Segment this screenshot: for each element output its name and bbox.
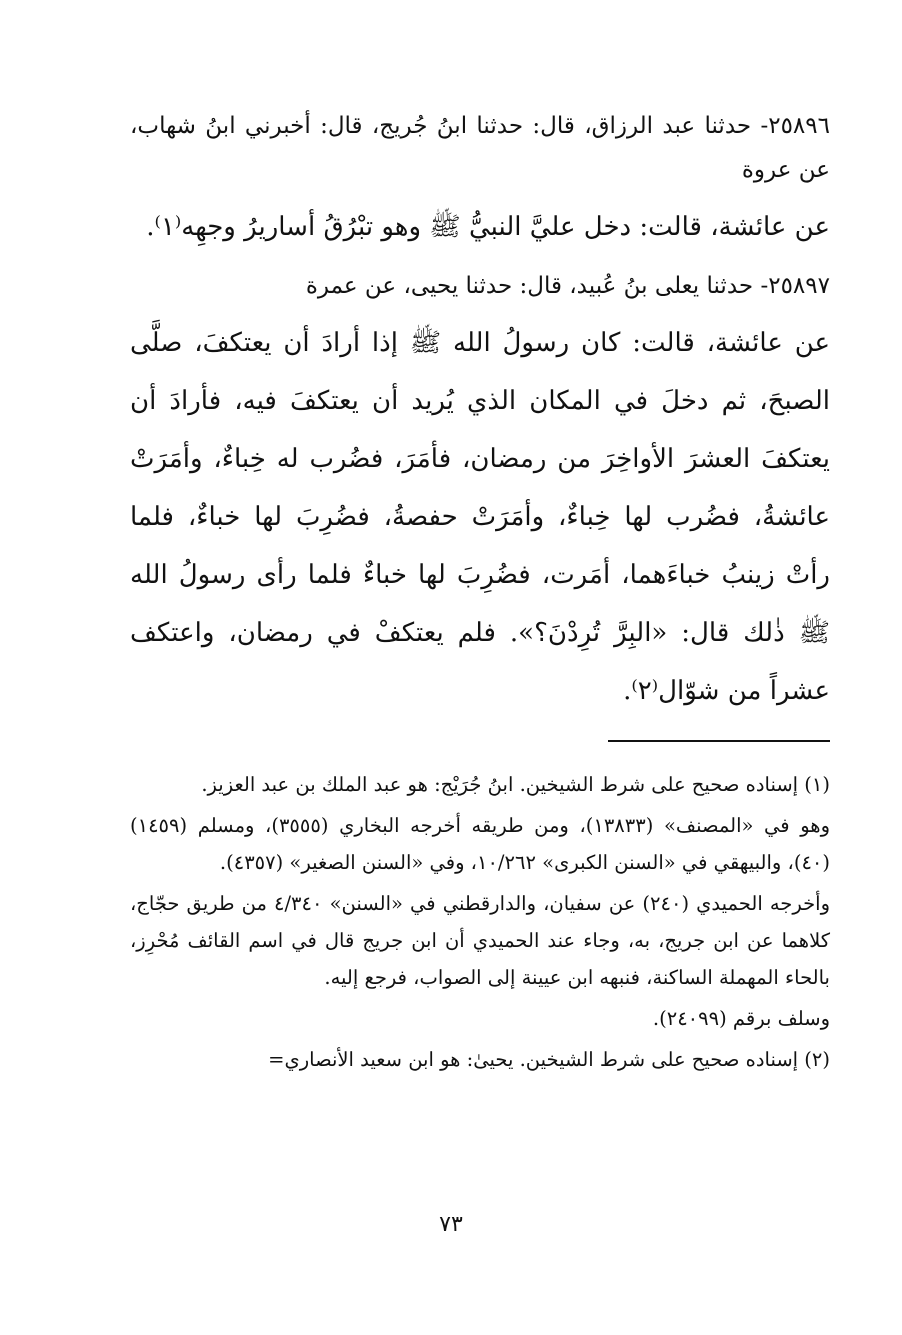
footnote-1-cross-ref: وسلف برقم (٢٤٠٩٩). — [652, 1007, 830, 1030]
footnote-2-line: (٢) إسناده صحيح على شرط الشيخين. يحيىٰ: هو ابن سعيد الأنصاري= — [268, 1048, 830, 1071]
footnote-1-takhrij: وأخرجه الحميدي (٢٤٠) عن سفيان، والدارقطني في «السنن» ٤/٣٤٠ من طريق حجّاج، كلاهما عن ابن جريج، به، وجاء عند الحميدي أن ابن جريج قال في اسم القائف مُحْرِز، بالحاء المهملة الساكنة، فنبهه ابن عيينة إلى الصواب، فرجع إليه. — [130, 892, 830, 989]
footnotes — [130, 766, 830, 1082]
hadith-25897-sanad: ٢٥٨٩٧- حدثنا يعلى بنُ عُبيد، قال: حدثنا يحيى، عن عمرة — [305, 273, 830, 299]
footnote-separator — [608, 740, 830, 742]
hadith-25896-matn: عن عائشة، قالت: دخل عليَّ النبيُّ ﷺ وهو تبْرُقُ أساريرُ وجهِه⁽١⁾. — [146, 212, 830, 242]
hadith-25896-sanad: ٢٥٨٩٦- حدثنا عبد الرزاق، قال: حدثنا ابنُ جُريج، قال: أخبرني ابنُ شهاب، عن عروة — [130, 113, 830, 183]
footnote-1-line: (١) إسناده صحيح على شرط الشيخين. ابنُ جُرَيْج: هو عبد الملك بن عبد العزيز. — [201, 773, 830, 796]
page-body — [130, 104, 830, 1071]
hadith-25897-matn: عن عائشة، قالت: كان رسولُ الله ﷺ إذا أرادَ أن يعتكفَ، صلَّى الصبحَ، ثم دخلَ في المكان الذي يُريد أن يعتكفَ فيه، فأرادَ أن يعتكفَ العشرَ الأواخِرَ من رمضان، فأمَرَ، فضُرب له خِباءٌ، وأمَرَتْ عائشةُ، فضُرب لها خِباءٌ، وأمَرَتْ حفصةُ، فضُرِبَ لها خباءٌ، فلما رأتْ زينبُ خباءَهما، أمَرت، فضُرِبَ لها خباءٌ فلما رأى رسولُ الله ﷺ ذٰلك قال: «البِرَّ تُرِدْنَ؟». فلم يعتكفْ في رمضان، واعتكف عشراً من شوّال⁽٢⁾. — [130, 328, 830, 706]
footnote-1-sources: وهو في «المصنف» (١٣٨٣٣)، ومن طريقه أخرجه البخاري (٣٥٥٥)، ومسلم (١٤٥٩) (٤٠)، والبيهقي في «السنن الكبرى» ١٠/٢٦٢، وفي «السنن الصغير» (٤٣٥٧). — [130, 814, 830, 874]
page-number: ٧٣ — [439, 1212, 463, 1237]
